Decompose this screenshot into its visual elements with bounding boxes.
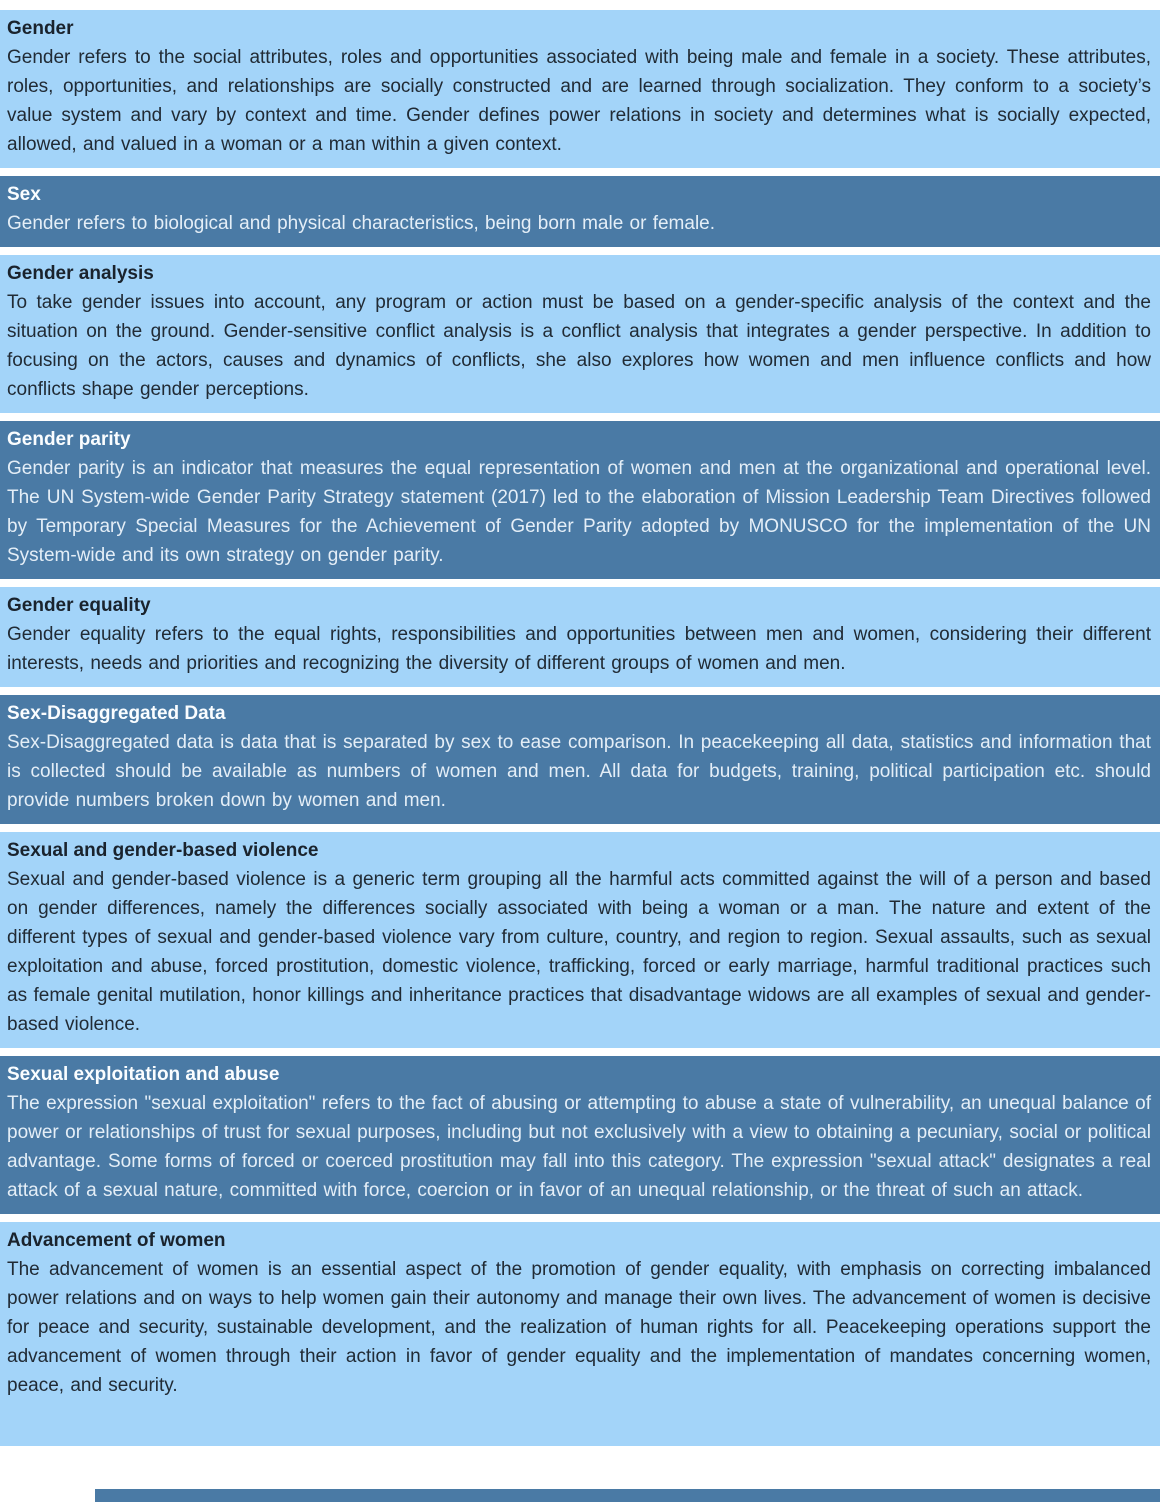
definition-body: The expression "sexual exploitation" refers to the fact of abusing or attempting to abuse a state of vulnerability, an unequal balance of power or relationships of trust for sexual purposes, including but not exclusively with a view to obtaining a pecuniary, social or political advantage. Some forms of forced or coerced prostitution may fall into this category. The expression "sexual attack" designates a real attack of a sexual nature, committed with force, coercion or in favor of an unequal relationship, or the threat of such an attack. bbox=[7, 1093, 1151, 1201]
definition-body: Sex-Disaggregated data is data that is separated by sex to ease comparison. In peacekeeping all data, statistics and information that is collected should be available as numbers of women and men. All data for budgets, training, political participation etc. should provide numbers broken down by women and men. bbox=[7, 732, 1151, 811]
definition-body: Gender equality refers to the equal rights, responsibilities and opportunities between men and women, considering their different interests, needs and priorities and recognizing the diversity of different groups of women and men. bbox=[7, 624, 1151, 674]
definition-title: Gender analysis bbox=[7, 263, 154, 284]
definition-section-sexual-gender-based-violence bbox=[0, 832, 1160, 1048]
definition-title: Gender equality bbox=[7, 595, 151, 616]
definition-body: Gender refers to biological and physical characteristics, being born male or female. bbox=[7, 213, 716, 234]
definition-title: Advancement of women bbox=[7, 1230, 226, 1251]
definition-title: Sexual and gender-based violence bbox=[7, 840, 319, 861]
definition-body: The advancement of women is an essential aspect of the promotion of gender equality, with emphasis on correcting imbalanced power relations and on ways to help women gain their autonomy and manage their own lives. The advancement of women is decisive for peace and security, sustainable development, and the realization of human rights for all. Peacekeeping operations support the advancement of women through their action in favor of gender equality and the implementation of mandates concerning women, peace, and security. bbox=[7, 1259, 1151, 1396]
definition-body: Gender parity is an indicator that measures the equal representation of women and men at the organizational and operational level. The UN System-wide Gender Parity Strategy statement (2017) led to the elaboration of Mission Leadership Team Directives followed by Temporary Special Measures for the Achievement of Gender Parity adopted by MONUSCO for the implementation of the UN System-wide and its own strategy on gender parity. bbox=[7, 458, 1151, 566]
definition-section-advancement-of-women bbox=[0, 1222, 1160, 1446]
definition-section-gender-equality bbox=[0, 587, 1160, 687]
definition-section-gender bbox=[0, 10, 1160, 168]
definition-body: To take gender issues into account, any program or action must be based on a gender-specific analysis of the context and the situation on the ground. Gender-sensitive conflict analysis is a conflict analysis that integrates a gender perspective. In addition to focusing on the actors, causes and dynamics of conflicts, she also explores how women and men influence conflicts and how conflicts shape gender perceptions. bbox=[7, 292, 1151, 400]
definition-body: Sexual and gender-based violence is a generic term grouping all the harmful acts committed against the will of a person and based on gender differences, namely the differences socially associated with being a woman or a man. The nature and extent of the different types of sexual and gender-based violence vary from culture, country, and region to region. Sexual assaults, such as sexual exploitation and abuse, forced prostitution, domestic violence, trafficking, forced or early marriage, harmful traditional practices such as female genital mutilation, honor killings and inheritance practices that disadvantage widows are all examples of sexual and gender-based violence. bbox=[7, 869, 1151, 1035]
definition-title: Sex-Disaggregated Data bbox=[7, 703, 226, 724]
definition-title: Gender parity bbox=[7, 429, 131, 450]
definition-section-sexual-exploitation-abuse bbox=[0, 1056, 1160, 1214]
definition-title: Sex bbox=[7, 184, 41, 205]
next-section-band-partial bbox=[95, 1489, 1160, 1502]
definition-title: Sexual exploitation and abuse bbox=[7, 1064, 280, 1085]
definition-section-gender-analysis bbox=[0, 255, 1160, 413]
definition-body: Gender refers to the social attributes, roles and opportunities associated with being male and female in a society. These attributes, roles, opportunities, and relationships are socially constructed and are learned through socialization. They conform to a society’s value system and vary by context and time. Gender defines power relations in society and determines what is socially expected, allowed, and valued in a woman or a man within a given context. bbox=[7, 47, 1151, 155]
definition-section-gender-parity bbox=[0, 421, 1160, 579]
definition-title: Gender bbox=[7, 18, 74, 39]
definition-section-sex-disaggregated-data bbox=[0, 695, 1160, 824]
definition-section-sex bbox=[0, 176, 1160, 247]
